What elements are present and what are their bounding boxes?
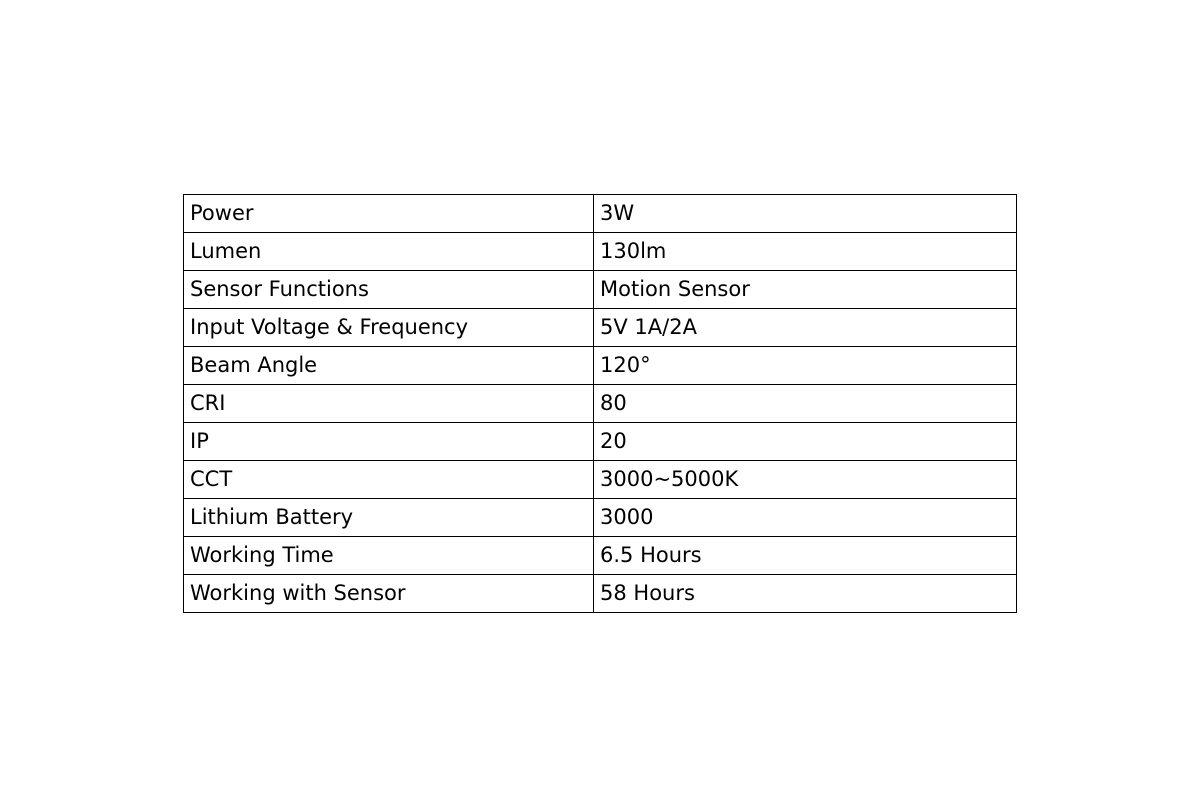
spec-label: CRI [184, 385, 594, 423]
table-row [184, 461, 1017, 499]
spec-table [183, 194, 1017, 613]
spec-value: 3000 [594, 499, 1017, 537]
spec-table-body [184, 195, 1017, 613]
spec-label: Working with Sensor [184, 575, 594, 613]
spec-value: 3000~5000K [594, 461, 1017, 499]
spec-value: 58 Hours [594, 575, 1017, 613]
table-row [184, 575, 1017, 613]
spec-label: Input Voltage & Frequency [184, 309, 594, 347]
table-row [184, 195, 1017, 233]
spec-value: 5V 1A/2A [594, 309, 1017, 347]
table-row [184, 385, 1017, 423]
spec-value: Motion Sensor [594, 271, 1017, 309]
spec-label: Sensor Functions [184, 271, 594, 309]
table-row [184, 537, 1017, 575]
spec-label: IP [184, 423, 594, 461]
spec-label: CCT [184, 461, 594, 499]
spec-label: Beam Angle [184, 347, 594, 385]
spec-label: Lithium Battery [184, 499, 594, 537]
table-row [184, 499, 1017, 537]
table-row [184, 271, 1017, 309]
spec-value: 80 [594, 385, 1017, 423]
spec-label: Working Time [184, 537, 594, 575]
table-row [184, 309, 1017, 347]
table-row [184, 233, 1017, 271]
spec-label: Lumen [184, 233, 594, 271]
spec-value: 3W [594, 195, 1017, 233]
spec-value: 6.5 Hours [594, 537, 1017, 575]
spec-value: 120° [594, 347, 1017, 385]
table-row [184, 347, 1017, 385]
spec-value: 20 [594, 423, 1017, 461]
spec-label: Power [184, 195, 594, 233]
spec-value: 130lm [594, 233, 1017, 271]
table-row [184, 423, 1017, 461]
